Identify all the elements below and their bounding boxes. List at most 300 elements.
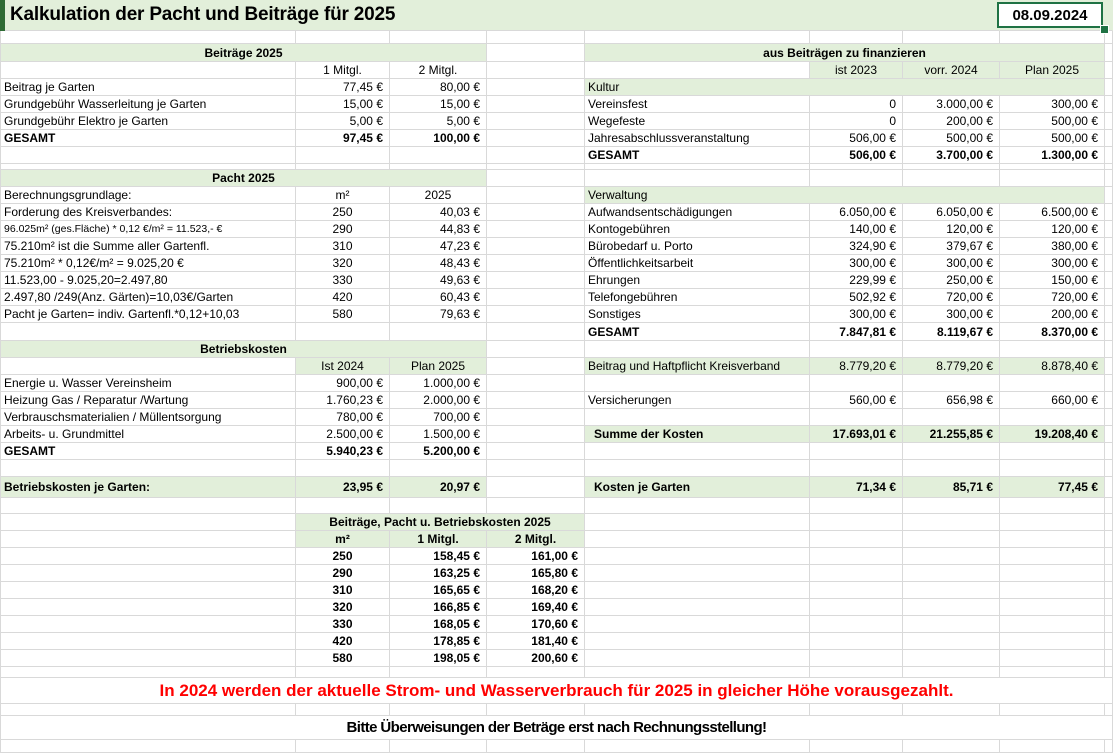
cell[interactable]: [1105, 375, 1113, 392]
cell[interactable]: [487, 392, 585, 409]
cell[interactable]: 780,00 €: [296, 409, 390, 426]
cell[interactable]: [1105, 96, 1113, 113]
cell[interactable]: [1105, 147, 1113, 164]
cell[interactable]: GESAMT: [585, 147, 810, 164]
section-header-finanzieren[interactable]: aus Beiträgen zu finanzieren: [585, 44, 1105, 62]
cell[interactable]: Vereinsfest: [585, 96, 810, 113]
cell[interactable]: 198,05 €: [390, 650, 487, 667]
cell[interactable]: Berechnungsgrundlage:: [0, 187, 296, 204]
cell[interactable]: [1000, 531, 1105, 548]
cell[interactable]: [487, 704, 585, 716]
cell[interactable]: 200,60 €: [487, 650, 585, 667]
cell[interactable]: Bürobedarf u. Porto: [585, 238, 810, 255]
cell[interactable]: 300,00 €: [1000, 255, 1105, 272]
cell[interactable]: 500,00 €: [1000, 113, 1105, 130]
cell[interactable]: 23,95 €: [296, 477, 390, 498]
cell[interactable]: 290: [296, 565, 390, 582]
cell[interactable]: [487, 306, 585, 323]
cell[interactable]: [487, 477, 585, 498]
cell[interactable]: [903, 514, 1000, 531]
cell[interactable]: [1105, 170, 1113, 187]
cell[interactable]: 100,00 €: [390, 130, 487, 147]
cell[interactable]: [810, 599, 903, 616]
cell[interactable]: [810, 531, 903, 548]
cell[interactable]: 379,67 €: [903, 238, 1000, 255]
cell[interactable]: 656,98 €: [903, 392, 1000, 409]
cell[interactable]: [810, 341, 903, 358]
cell[interactable]: [0, 514, 296, 531]
cell[interactable]: 6.050,00 €: [903, 204, 1000, 221]
cell[interactable]: [1105, 633, 1113, 650]
cell[interactable]: 580: [296, 306, 390, 323]
section-header-kultur[interactable]: Kultur: [585, 79, 1105, 96]
cell[interactable]: [585, 548, 810, 565]
cell[interactable]: [585, 498, 810, 514]
cell[interactable]: [903, 443, 1000, 460]
cell[interactable]: [810, 514, 903, 531]
cell[interactable]: [585, 341, 810, 358]
cell[interactable]: [585, 599, 810, 616]
cell[interactable]: [1000, 443, 1105, 460]
cell[interactable]: [1105, 289, 1113, 306]
cell[interactable]: 75.210m² ist die Summe aller Gartenfl.: [0, 238, 296, 255]
cell[interactable]: [1105, 255, 1113, 272]
cell[interactable]: [1000, 616, 1105, 633]
cell[interactable]: [1105, 548, 1113, 565]
cell[interactable]: [0, 62, 296, 79]
cell[interactable]: [296, 323, 390, 341]
summary-label[interactable]: Betriebskosten je Garten:: [0, 477, 296, 498]
summary-label[interactable]: Kosten je Garten: [585, 477, 810, 498]
cell[interactable]: [903, 565, 1000, 582]
cell[interactable]: [1105, 531, 1113, 548]
cell[interactable]: [0, 358, 296, 375]
cell[interactable]: 700,00 €: [390, 409, 487, 426]
col-header[interactable]: Plan 2025: [390, 358, 487, 375]
cell[interactable]: [1105, 358, 1113, 375]
cell[interactable]: [487, 96, 585, 113]
section-header-verwaltung[interactable]: Verwaltung: [585, 187, 1105, 204]
cell[interactable]: 165,65 €: [390, 582, 487, 599]
cell[interactable]: [487, 443, 585, 460]
cell[interactable]: 96.025m² (ges.Fläche) * 0,12 €/m² = 11.523,- €: [0, 221, 296, 238]
cell[interactable]: Jahresabschlussveranstaltung: [585, 130, 810, 147]
cell[interactable]: 500,00 €: [903, 130, 1000, 147]
cell[interactable]: Verbrauschsmaterialien / Müllentsorgung: [0, 409, 296, 426]
cell[interactable]: 2.500,00 €: [296, 426, 390, 443]
cell[interactable]: 300,00 €: [810, 306, 903, 323]
cell[interactable]: [903, 341, 1000, 358]
cell[interactable]: [487, 147, 585, 164]
cell[interactable]: 0: [810, 96, 903, 113]
cell[interactable]: [487, 62, 585, 79]
cell[interactable]: [487, 460, 585, 477]
col-header[interactable]: m²: [296, 531, 390, 548]
cell[interactable]: [1105, 272, 1113, 289]
cell[interactable]: [810, 460, 903, 477]
cell[interactable]: 120,00 €: [1000, 221, 1105, 238]
cell[interactable]: [810, 616, 903, 633]
cell[interactable]: [585, 704, 810, 716]
cell[interactable]: Kontogebühren: [585, 221, 810, 238]
summary-label[interactable]: Summe der Kosten: [585, 426, 810, 443]
cell[interactable]: 40,03 €: [390, 204, 487, 221]
cell[interactable]: [296, 667, 390, 678]
cell[interactable]: [585, 650, 810, 667]
cell[interactable]: 290: [296, 221, 390, 238]
cell[interactable]: [903, 531, 1000, 548]
prepayment-note[interactable]: In 2024 werden der aktuelle Strom- und Wasserverbrauch für 2025 in gleicher Höhe vorausgezahlt.: [0, 678, 1113, 704]
cell[interactable]: [1105, 323, 1113, 341]
cell[interactable]: 330: [296, 272, 390, 289]
cell[interactable]: Arbeits- u. Grundmittel: [0, 426, 296, 443]
cell[interactable]: [1105, 341, 1113, 358]
selection-fill-handle-icon[interactable]: [1100, 25, 1109, 34]
cell[interactable]: [903, 375, 1000, 392]
cell[interactable]: [1000, 31, 1105, 44]
cell[interactable]: [1105, 565, 1113, 582]
cell[interactable]: 420: [296, 633, 390, 650]
cell[interactable]: 420: [296, 289, 390, 306]
cell[interactable]: [585, 460, 810, 477]
col-header[interactable]: 2 Mitgl.: [390, 62, 487, 79]
cell[interactable]: 500,00 €: [1000, 130, 1105, 147]
cell[interactable]: 6.050,00 €: [810, 204, 903, 221]
cell[interactable]: 720,00 €: [903, 289, 1000, 306]
cell[interactable]: [1105, 667, 1113, 678]
cell[interactable]: [390, 460, 487, 477]
cell[interactable]: 8.779,20 €: [903, 358, 1000, 375]
cell[interactable]: Versicherungen: [585, 392, 810, 409]
cell[interactable]: 380,00 €: [1000, 238, 1105, 255]
cell[interactable]: [1000, 460, 1105, 477]
section-header-beitraege[interactable]: Beiträge 2025: [0, 44, 487, 62]
cell[interactable]: 320: [296, 599, 390, 616]
cell[interactable]: 7.847,81 €: [810, 323, 903, 341]
cell[interactable]: [1000, 740, 1105, 753]
cell[interactable]: [1000, 650, 1105, 667]
cell[interactable]: 181,40 €: [487, 633, 585, 650]
cell[interactable]: [487, 667, 585, 678]
cell[interactable]: [1105, 582, 1113, 599]
cell[interactable]: 79,63 €: [390, 306, 487, 323]
cell[interactable]: 19.208,40 €: [1000, 426, 1105, 443]
cell[interactable]: 502,92 €: [810, 289, 903, 306]
cell[interactable]: [0, 582, 296, 599]
cell[interactable]: [487, 375, 585, 392]
cell[interactable]: [1000, 514, 1105, 531]
cell[interactable]: 15,00 €: [390, 96, 487, 113]
cell[interactable]: 250: [296, 548, 390, 565]
cell[interactable]: [585, 740, 810, 753]
cell[interactable]: 8.119,67 €: [903, 323, 1000, 341]
cell[interactable]: 150,00 €: [1000, 272, 1105, 289]
cell[interactable]: [903, 704, 1000, 716]
cell[interactable]: [810, 633, 903, 650]
cell[interactable]: 48,43 €: [390, 255, 487, 272]
cell[interactable]: [585, 514, 810, 531]
cell[interactable]: [903, 460, 1000, 477]
cell[interactable]: [585, 633, 810, 650]
cell[interactable]: [1105, 477, 1113, 498]
cell[interactable]: [585, 170, 810, 187]
cell[interactable]: 6.500,00 €: [1000, 204, 1105, 221]
cell[interactable]: 80,00 €: [390, 79, 487, 96]
cell[interactable]: [810, 170, 903, 187]
cell[interactable]: [1105, 44, 1113, 62]
cell[interactable]: [296, 740, 390, 753]
cell[interactable]: [487, 341, 585, 358]
cell[interactable]: 310: [296, 582, 390, 599]
cell[interactable]: [585, 31, 810, 44]
cell[interactable]: Grundgebühr Elektro je Garten: [0, 113, 296, 130]
cell[interactable]: [585, 582, 810, 599]
cell[interactable]: [296, 31, 390, 44]
payment-note[interactable]: Bitte Überweisungen der Beträge erst nach Rechnungsstellung!: [0, 716, 1113, 740]
cell[interactable]: [1000, 565, 1105, 582]
cell[interactable]: [1000, 341, 1105, 358]
cell[interactable]: [1000, 582, 1105, 599]
cell[interactable]: [903, 740, 1000, 753]
cell[interactable]: [390, 704, 487, 716]
cell[interactable]: 1.500,00 €: [390, 426, 487, 443]
cell[interactable]: [585, 375, 810, 392]
col-header[interactable]: Plan 2025: [1000, 62, 1105, 79]
section-header-pacht[interactable]: Pacht 2025: [0, 170, 487, 187]
section-header-betriebskosten[interactable]: Betriebskosten: [0, 341, 487, 358]
cell[interactable]: [1105, 79, 1113, 96]
cell[interactable]: [487, 238, 585, 255]
col-header[interactable]: 1 Mitgl.: [390, 531, 487, 548]
cell[interactable]: [0, 599, 296, 616]
cell[interactable]: [0, 650, 296, 667]
cell[interactable]: [1105, 113, 1113, 130]
cell[interactable]: 49,63 €: [390, 272, 487, 289]
cell[interactable]: 229,99 €: [810, 272, 903, 289]
cell[interactable]: [0, 531, 296, 548]
cell[interactable]: [296, 704, 390, 716]
cell[interactable]: [1105, 426, 1113, 443]
cell[interactable]: 300,00 €: [1000, 96, 1105, 113]
cell[interactable]: [390, 31, 487, 44]
cell[interactable]: [585, 62, 810, 79]
cell[interactable]: [1105, 514, 1113, 531]
cell[interactable]: Aufwandsentschädigungen: [585, 204, 810, 221]
col-header[interactable]: vorr. 2024: [903, 62, 1000, 79]
cell[interactable]: 8.878,40 €: [1000, 358, 1105, 375]
cell[interactable]: [585, 443, 810, 460]
cell[interactable]: [0, 323, 296, 341]
cell[interactable]: 580: [296, 650, 390, 667]
cell[interactable]: [390, 147, 487, 164]
cell[interactable]: [487, 130, 585, 147]
cell[interactable]: [296, 460, 390, 477]
cell[interactable]: [487, 740, 585, 753]
cell[interactable]: [390, 323, 487, 341]
cell[interactable]: [810, 409, 903, 426]
cell[interactable]: 17.693,01 €: [810, 426, 903, 443]
cell[interactable]: Grundgebühr Wasserleitung je Garten: [0, 96, 296, 113]
cell[interactable]: [390, 740, 487, 753]
col-header[interactable]: ist 2023: [810, 62, 903, 79]
cell[interactable]: [1105, 204, 1113, 221]
cell[interactable]: 166,85 €: [390, 599, 487, 616]
cell[interactable]: 1.000,00 €: [390, 375, 487, 392]
cell[interactable]: [1105, 599, 1113, 616]
cell[interactable]: Öffentlichkeitsarbeit: [585, 255, 810, 272]
cell[interactable]: 168,20 €: [487, 582, 585, 599]
cell[interactable]: Sonstiges: [585, 306, 810, 323]
cell[interactable]: [1000, 599, 1105, 616]
cell[interactable]: [487, 31, 585, 44]
cell[interactable]: 8.370,00 €: [1000, 323, 1105, 341]
cell[interactable]: [903, 409, 1000, 426]
cell[interactable]: 300,00 €: [903, 306, 1000, 323]
cell[interactable]: 161,00 €: [487, 548, 585, 565]
cell[interactable]: 900,00 €: [296, 375, 390, 392]
cell[interactable]: [1105, 62, 1113, 79]
cell[interactable]: [0, 740, 296, 753]
cell[interactable]: GESAMT: [0, 443, 296, 460]
cell[interactable]: [487, 409, 585, 426]
cell[interactable]: 97,45 €: [296, 130, 390, 147]
cell[interactable]: Energie u. Wasser Vereinsheim: [0, 375, 296, 392]
cell[interactable]: 250: [296, 204, 390, 221]
cell[interactable]: 163,25 €: [390, 565, 487, 582]
cell[interactable]: [810, 565, 903, 582]
cell[interactable]: [1105, 221, 1113, 238]
cell[interactable]: [0, 498, 296, 514]
cell[interactable]: [487, 187, 585, 204]
cell[interactable]: 75.210m² * 0,12€/m² = 9.025,20 €: [0, 255, 296, 272]
cell[interactable]: [296, 147, 390, 164]
cell[interactable]: [1105, 392, 1113, 409]
col-header[interactable]: 2 Mitgl.: [487, 531, 585, 548]
cell[interactable]: 47,23 €: [390, 238, 487, 255]
cell[interactable]: 178,85 €: [390, 633, 487, 650]
cell[interactable]: [903, 170, 1000, 187]
cell[interactable]: GESAMT: [585, 323, 810, 341]
cell[interactable]: [487, 426, 585, 443]
cell[interactable]: [810, 31, 903, 44]
cell[interactable]: [903, 548, 1000, 565]
cell[interactable]: [585, 667, 810, 678]
cell[interactable]: 77,45 €: [1000, 477, 1105, 498]
cell[interactable]: [1000, 409, 1105, 426]
cell[interactable]: 140,00 €: [810, 221, 903, 238]
cell[interactable]: 60,43 €: [390, 289, 487, 306]
cell[interactable]: 77,45 €: [296, 79, 390, 96]
cell[interactable]: [1000, 170, 1105, 187]
cell[interactable]: [1000, 667, 1105, 678]
date-cell[interactable]: 08.09.2024: [997, 2, 1103, 28]
cell[interactable]: [487, 358, 585, 375]
cell[interactable]: 506,00 €: [810, 130, 903, 147]
cell[interactable]: 250,00 €: [903, 272, 1000, 289]
cell[interactable]: 15,00 €: [296, 96, 390, 113]
cell[interactable]: Beitrag je Garten: [0, 79, 296, 96]
cell[interactable]: [1105, 460, 1113, 477]
cell[interactable]: 320: [296, 255, 390, 272]
cell[interactable]: 5.940,23 €: [296, 443, 390, 460]
cell[interactable]: 310: [296, 238, 390, 255]
cell[interactable]: 324,90 €: [810, 238, 903, 255]
cell[interactable]: [1105, 306, 1113, 323]
cell[interactable]: [1105, 130, 1113, 147]
cell[interactable]: 168,05 €: [390, 616, 487, 633]
cell[interactable]: [0, 460, 296, 477]
page-title[interactable]: Kalkulation der Pacht und Beiträge für 2025: [0, 0, 1000, 31]
cell[interactable]: [810, 650, 903, 667]
col-header[interactable]: Ist 2024: [296, 358, 390, 375]
cell[interactable]: [487, 204, 585, 221]
cell[interactable]: [810, 548, 903, 565]
cell[interactable]: [390, 498, 487, 514]
col-header[interactable]: 1 Mitgl.: [296, 62, 390, 79]
cell[interactable]: [903, 667, 1000, 678]
cell[interactable]: 8.779,20 €: [810, 358, 903, 375]
cell[interactable]: [1000, 375, 1105, 392]
cell[interactable]: 20,97 €: [390, 477, 487, 498]
cell[interactable]: [1105, 704, 1113, 716]
cell[interactable]: [487, 498, 585, 514]
cell[interactable]: Pacht je Garten= indiv. Gartenfl.*0,12+10,03: [0, 306, 296, 323]
cell[interactable]: 300,00 €: [810, 255, 903, 272]
cell[interactable]: [585, 531, 810, 548]
cell[interactable]: [0, 616, 296, 633]
cell[interactable]: [810, 375, 903, 392]
cell[interactable]: [903, 498, 1000, 514]
cell[interactable]: [296, 498, 390, 514]
cell[interactable]: [487, 44, 585, 62]
cell[interactable]: Telefongebühren: [585, 289, 810, 306]
cell[interactable]: 71,34 €: [810, 477, 903, 498]
cell[interactable]: 0: [810, 113, 903, 130]
cell[interactable]: [903, 616, 1000, 633]
cell[interactable]: 85,71 €: [903, 477, 1000, 498]
cell[interactable]: [0, 548, 296, 565]
cell[interactable]: [585, 409, 810, 426]
cell[interactable]: [1105, 498, 1113, 514]
cell[interactable]: Ehrungen: [585, 272, 810, 289]
cell[interactable]: [487, 255, 585, 272]
cell[interactable]: 560,00 €: [810, 392, 903, 409]
cell[interactable]: [487, 272, 585, 289]
cell[interactable]: [1105, 443, 1113, 460]
cell[interactable]: 300,00 €: [903, 255, 1000, 272]
cell[interactable]: 158,45 €: [390, 548, 487, 565]
cell[interactable]: 5.200,00 €: [390, 443, 487, 460]
cell[interactable]: [903, 650, 1000, 667]
cell[interactable]: [810, 443, 903, 460]
cell[interactable]: [0, 565, 296, 582]
cell[interactable]: [903, 599, 1000, 616]
cell[interactable]: [0, 704, 296, 716]
cell[interactable]: [810, 667, 903, 678]
cell[interactable]: [1105, 740, 1113, 753]
cell[interactable]: 506,00 €: [810, 147, 903, 164]
cell[interactable]: [585, 565, 810, 582]
cell[interactable]: m²: [296, 187, 390, 204]
cell[interactable]: [390, 667, 487, 678]
cell[interactable]: 5,00 €: [296, 113, 390, 130]
cell[interactable]: 5,00 €: [390, 113, 487, 130]
cell[interactable]: [903, 582, 1000, 599]
cell[interactable]: [487, 221, 585, 238]
cell[interactable]: [0, 31, 296, 44]
cell[interactable]: [810, 740, 903, 753]
cell[interactable]: [487, 323, 585, 341]
